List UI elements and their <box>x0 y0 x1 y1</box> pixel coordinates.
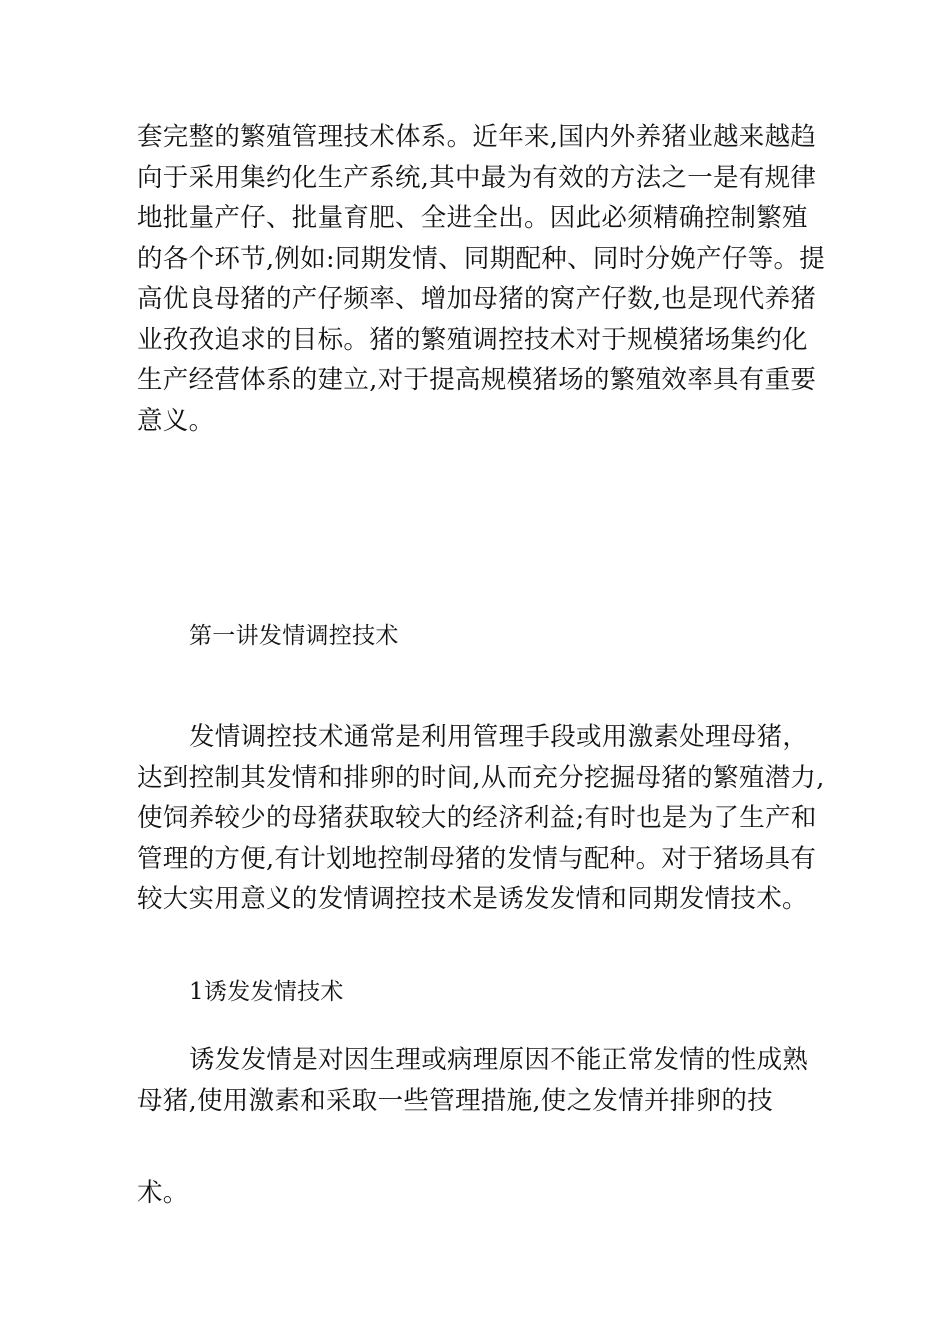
text-line: 术。 <box>137 1178 189 1208</box>
text-line: 高优良母猪的产仔频率、增加母猪的窝产仔数,也是现代养猪 <box>137 284 817 314</box>
intro-paragraph <box>137 117 827 441</box>
induced-estrus-paragraph <box>137 1040 827 1122</box>
text-line: 母猪,使用激素和采取一些管理措施,使之发情并排卵的技 <box>137 1086 774 1116</box>
induced-estrus-tail <box>137 1173 827 1213</box>
text-line: 业孜孜追求的目标。猪的繁殖调控技术对于规模猪场集约化 <box>137 324 808 355</box>
estrus-control-paragraph <box>137 717 827 920</box>
heading-text: 1诱发发情技术 <box>189 979 344 1005</box>
heading-text: 第一讲发情调控技术 <box>189 623 399 649</box>
text-line: 的各个环节,例如:同期发情、同期配种、同时分娩产仔等。提 <box>137 243 826 274</box>
text-line: 管理的方便,有计划地控制母猪的发情与配种。对于猪场具有 <box>137 843 817 874</box>
text-line: 发情调控技术通常是利用管理手段或用激素处理母猪， <box>189 722 809 752</box>
text-line: 使饲养较少的母猪获取较大的经济利益;有时也是为了生产和 <box>137 803 817 833</box>
text-line: 较大实用意义的发情调控技术是诱发发情和同期发情技术。 <box>137 884 808 914</box>
text-line: 诱发发情是对因生理或病理原因不能正常发情的性成熟 <box>189 1045 809 1075</box>
text-line: 达到控制其发情和排卵的时间,从而充分挖掘母猪的繁殖潜力, <box>137 762 825 793</box>
text-line: 意义。 <box>137 405 215 436</box>
text-line: 地批量产仔、批量育肥、全进全出。因此必须精确控制繁殖 <box>137 203 808 233</box>
text-line: 套完整的繁殖管理技术体系。近年来,国内外养猪业越来越趋 <box>137 122 817 152</box>
lecture-heading <box>137 616 827 656</box>
text-line: 生产经营体系的建立,对于提高规模猪场的繁殖效率具有重要 <box>137 365 817 395</box>
section-heading <box>137 972 827 1012</box>
text-line: 向于采用集约化生产系统,其中最为有效的方法之一是有规律 <box>137 162 817 193</box>
